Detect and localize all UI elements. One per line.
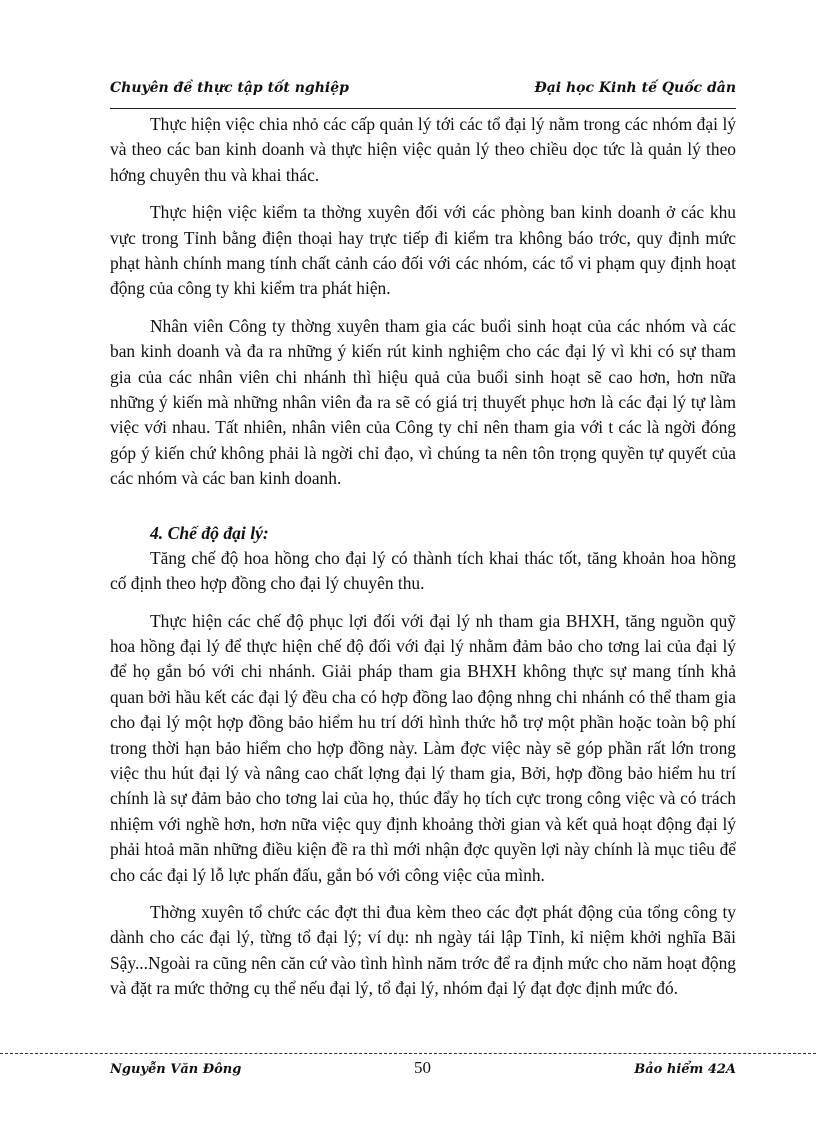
page-number: 50 [414, 1058, 431, 1077]
paragraph-2: Thực hiện việc kiểm ta thờng xuyên đối với các phòng ban kinh doanh ở các khu vực trong Tỉnh bằng điện thoại hay trực tiếp đi kiểm tra không báo trớc, quy định mức phạt hành chính mang tính chất cảnh cáo đối với các nhóm, các tổ vi phạm quy định hoạt động của công ty khi kiểm tra phát hiện. [110, 202, 736, 299]
paragraph-5: Thực hiện các chế độ phục lợi đối với đại lý nh tham gia BHXH, tăng nguồn quỹ hoa hồng đại lý để thực hiện chế độ đối với đại lý nhằm đảm bảo cho tơng lai của đại lý để họ gắn bó với chi nhánh. Giải pháp tham gia BHXH không thực sự mang tính khả quan bởi hầu kết các đại lý đều cha có hợp đồng lao động nhng chi nhánh có thể tham gia cho đại lý một hợp đồng bảo hiểm hu trí dới hình thức hỗ trợ một phần hoặc toàn bộ phí trong thời hạn bảo hiểm cho hợp đồng này. Làm đợc việc này sẽ góp phần rất lớn trong việc thu hút đại lý và nâng cao chất lợng đại lý tham gia, Bởi, hợp đồng bảo hiểm hu trí chính là sự đảm bảo cho tơng lai của họ, thúc đẩy họ tích cực trong công việc và có trách nhiệm với nghề hơn, hơn nữa việc quy định khoảng thời gian và kết quả hoạt động đại lý phải htoả mãn những điều kiện đề ra thì mới nhận đợc quyền lợi này chính là mục tiêu để cho các đại lý lỗ lực phấn đấu, gắn bó với công việc của mình. [110, 610, 736, 885]
paragraph-3: Nhân viên Công ty thờng xuyên tham gia các buổi sinh hoạt của các nhóm và các ban kinh doanh và đa ra những ý kiến rút kinh nghiệm cho các đại lý vì khi có sự tham gia của các nhân viên chi nhánh thì hiệu quả của buổi sinh hoạt sẽ cao hơn, hơn nữa những ý kiến mà những nhân viên đa ra sẽ có giá trị thuyết phục hơn là các đại lý tự làm việc với nhau. Tất nhiên, nhân viên của Công ty chỉ nên tham gia với t các là ngời đóng góp ý kiến chứ không phải là ngời chỉ đạo, vì chúng ta nên tôn trọng quyền tự quyết của các nhóm và các ban kinh doanh. [110, 315, 736, 489]
paragraph-6: Thờng xuyên tổ chức các đợt thi đua kèm theo các đợt phát động của tổng công ty dành cho các đại lý, từng tổ đại lý; ví dụ: nh ngày tái lập Tỉnh, kỉ niệm khởi nghĩa Bãi Sậy...Ngoài ra cũng nên căn cứ vào tình hình năm trớc để ra định mức cho năm hoạt động và đặt ra mức thởng cụ thể nếu đại lý, tổ đại lý, nhóm đại lý đạt đợc định mức đó. [110, 901, 736, 999]
header-right-title: Đại học Kinh tế Quốc dân [534, 80, 736, 96]
footer-author: Nguyễn Văn Đông [110, 1062, 242, 1077]
paragraph-1: Thực hiện việc chia nhỏ các cấp quản lý tới các tổ đại lý nằm trong các nhóm đại lý và theo các ban kinh doanh và thực hiện việc quản lý theo chiều dọc tức là quản lý theo hớng chuyên thu và khai thác. [110, 114, 736, 185]
document-body [110, 112, 736, 1002]
section-heading: 4. Chế độ đại lý: [150, 522, 269, 543]
page-footer [110, 1058, 736, 1080]
header-left-title: Chuyên đề thực tập tốt nghiệp [110, 80, 349, 96]
header-divider [110, 108, 736, 109]
paragraph-4: Tăng chế độ hoa hồng cho đại lý có thành tích khai thác tốt, tăng khoản hoa hồng cố định theo hợp đồng cho đại lý chuyên thu. [110, 547, 736, 594]
footer-divider [0, 1053, 816, 1054]
page-header [110, 76, 736, 98]
footer-class: Bảo hiểm 42A [634, 1062, 736, 1077]
